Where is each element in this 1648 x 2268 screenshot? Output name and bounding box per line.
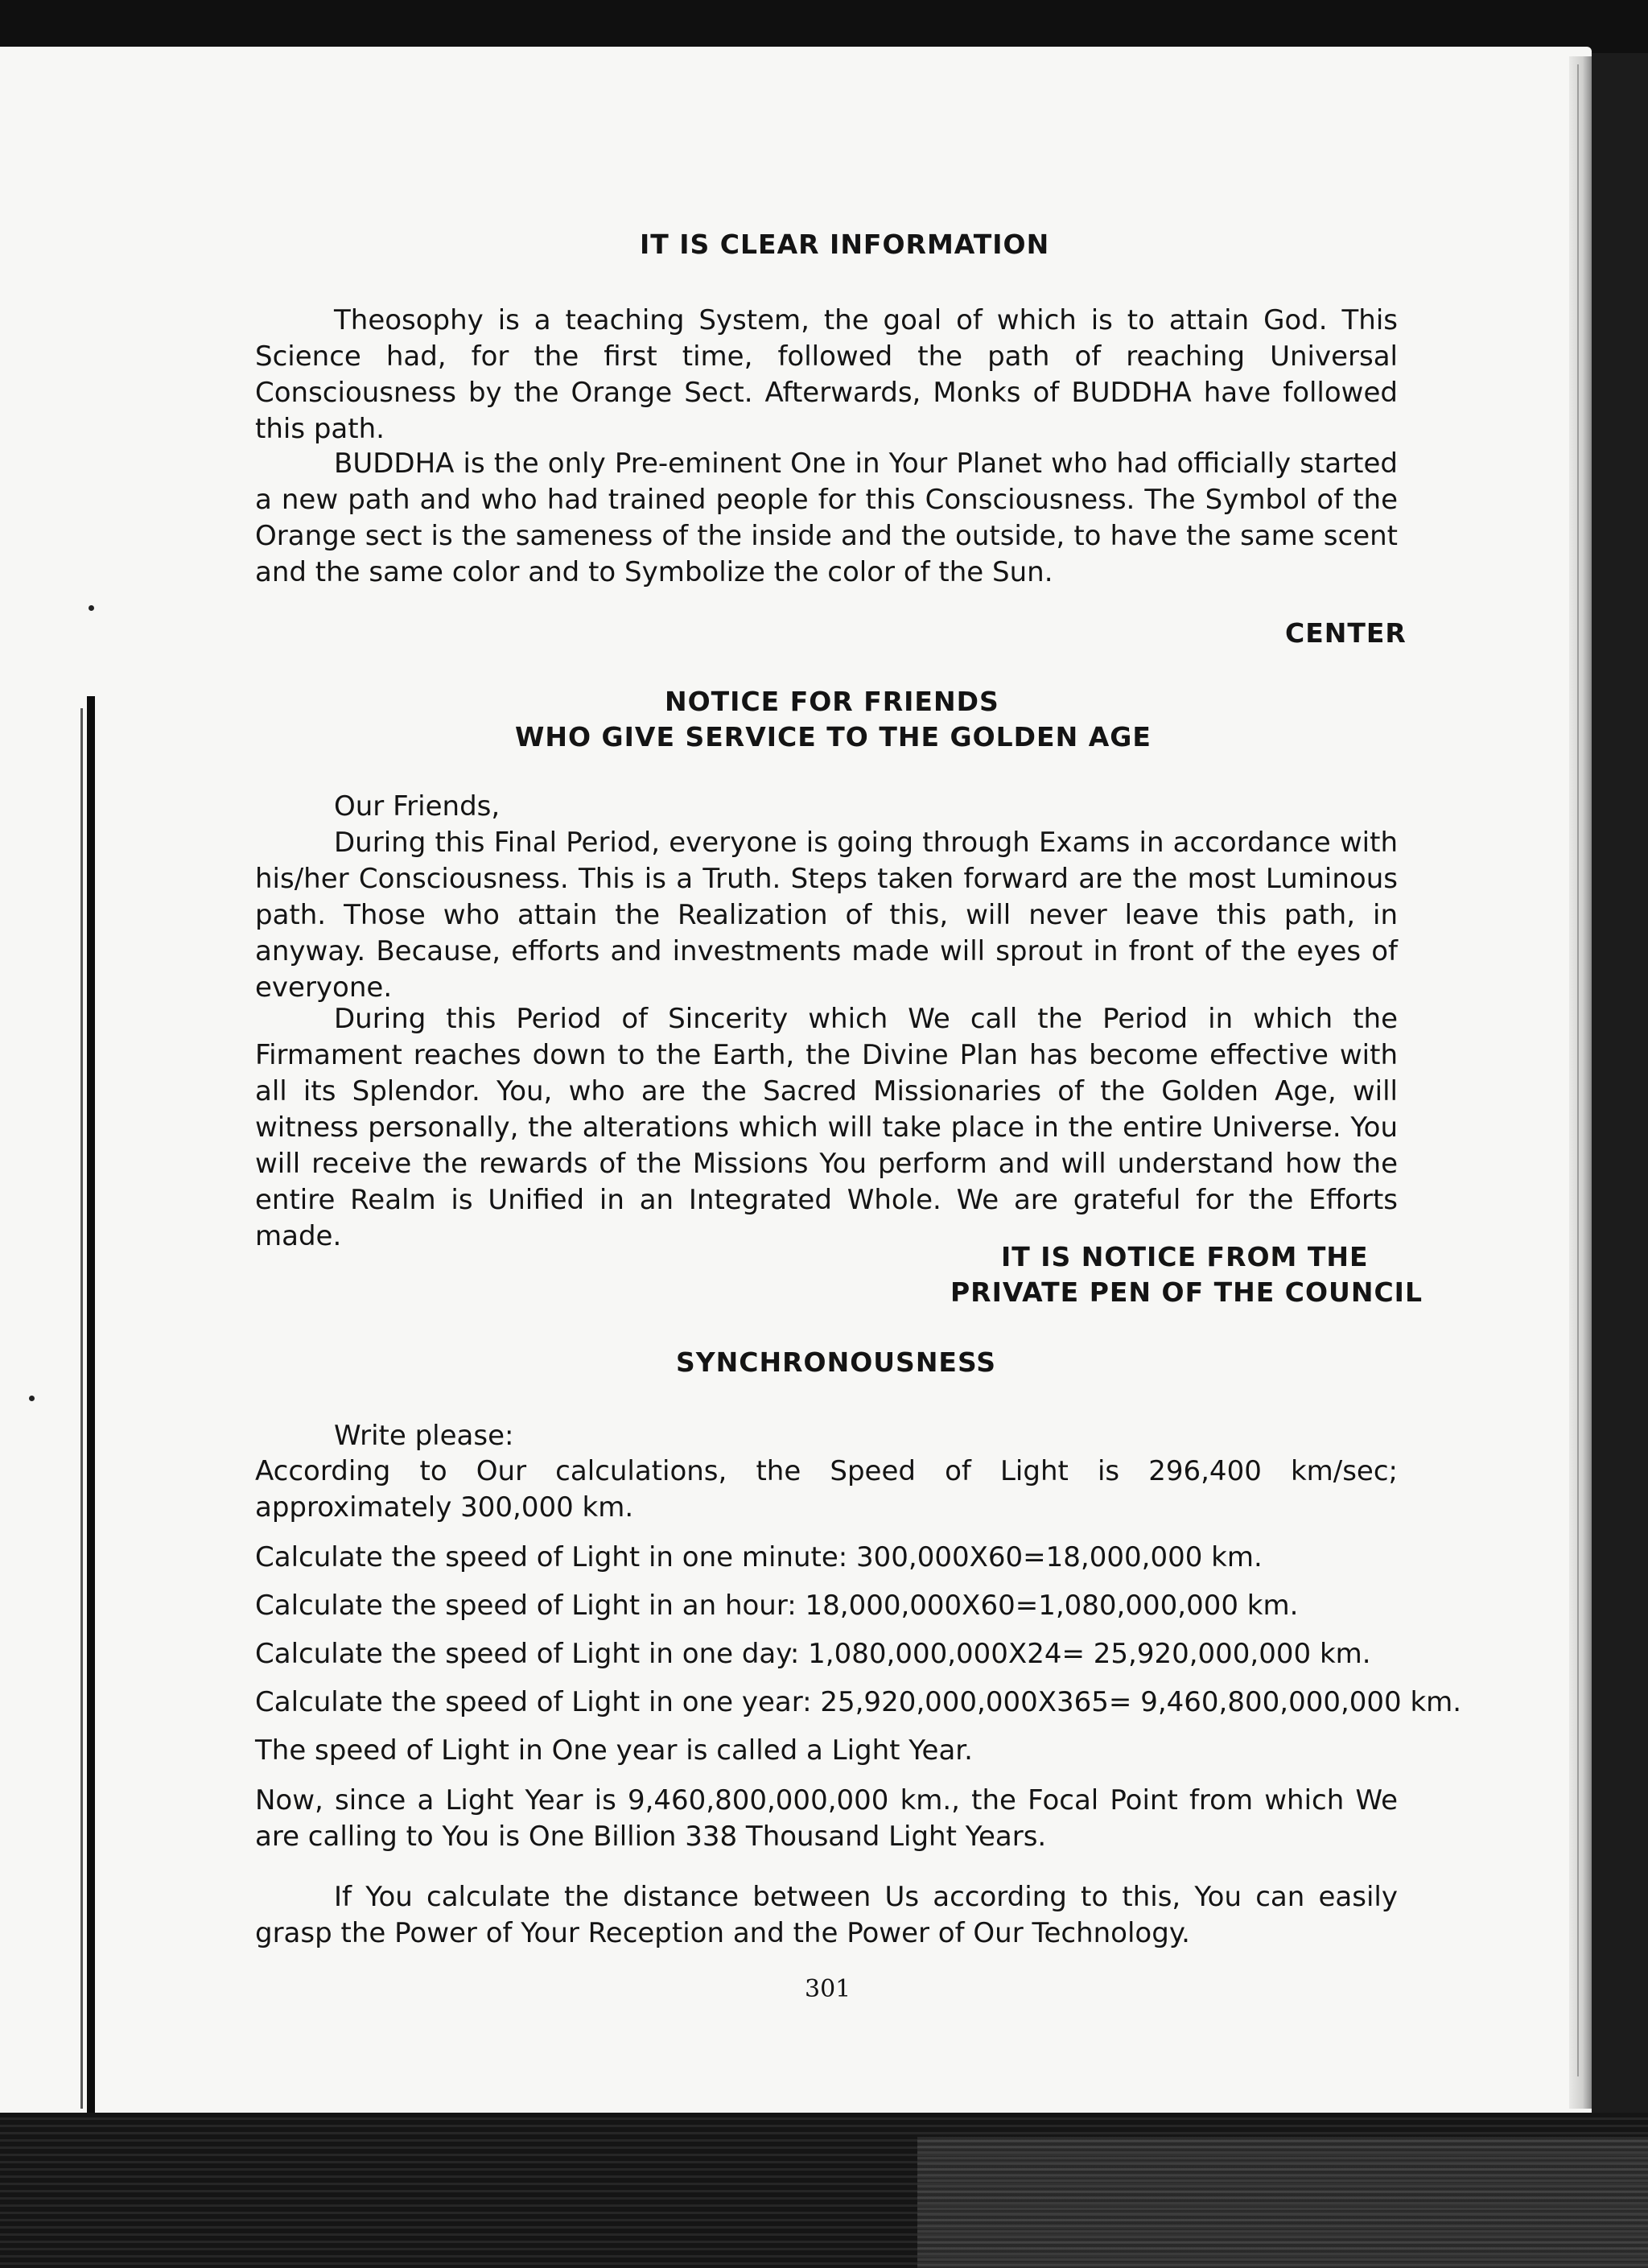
binding-edge-line — [80, 708, 83, 2109]
paragraph: During this Period of Sincerity which We call the Period in which the Firmament reaches down to the Earth, the Divine Plan has become effective with all its Splendor. You, who are the Sacred Missionaries of the Golden Age, will witness personally, the alterations which will take place in the entire Universe. You will receive the rewards of the Missions You perform and will understand how the entire Realm is Unified in an Integrated Whole. We are grateful for the Efforts made. — [255, 1003, 1398, 1252]
section-title: WHO GIVE SERVICE TO THE GOLDEN AGE — [515, 721, 1152, 753]
scan-top-border — [0, 0, 1648, 53]
calculation-line: Calculate the speed of Light in one year: 25,920,000,000X365= 9,460,800,000,000 km. — [255, 1686, 1462, 1718]
page-gutter-shadow — [1569, 56, 1592, 2109]
paragraph: Theosophy is a teaching System, the goal of which is to attain God. This Science had, for the first time, followed the path of reaching Universal Consciousness by the Orange Sect. Afterwards, Monks of BUDDHA have followed this path. — [255, 304, 1398, 445]
calculation-line: Calculate the speed of Light in one minute: 300,000X60=18,000,000 km. — [255, 1541, 1263, 1573]
paragraph: Now, since a Light Year is 9,460,800,000,000 km., the Focal Point from which We are calling to You is One Billion 338 Thousand Light Years. — [255, 1784, 1398, 1853]
section-title: IT IS CLEAR INFORMATION — [640, 229, 1050, 260]
paragraph: According to Our calculations, the Speed of Light is 296,400 km/sec; approximately 300,000 km. — [255, 1455, 1398, 1524]
scan-speck — [29, 1396, 35, 1401]
page-edge-line — [1577, 64, 1579, 2076]
section-title: NOTICE FOR FRIENDS — [665, 686, 999, 717]
paragraph: If You calculate the distance between Us according to this, You can easily grasp the Power of Your Reception and the Power of Our Technology. — [255, 1881, 1398, 1949]
intro-line: Write please: — [334, 1420, 514, 1452]
page-number: 301 — [805, 1975, 851, 2003]
signature: CENTER — [1285, 617, 1407, 649]
paragraph: During this Final Period, everyone is going through Exams in accordance with his/her Consciousness. This is a Truth. Steps taken forward are the most Luminous path. Those who attain the Realization of this, will never leave this path, in anyway. Because, efforts and investments made will sprout in front of the eyes of everyone. — [255, 827, 1398, 1004]
paragraph: BUDDHA is the only Pre-eminent One in Your Planet who had officially started a new path and who had trained people for this Consciousness. The Symbol of the Orange sect is the sameness of the inside and the outside, to have the same scent and the same color and to Symbolize the color of the Sun. — [255, 447, 1398, 588]
calculation-line: Calculate the speed of Light in one day: 1,080,000,000X24= 25,920,000,000 km. — [255, 1638, 1371, 1670]
scan-bottom-shadow — [917, 2137, 1648, 2268]
greeting: Our Friends, — [334, 790, 501, 823]
signature: IT IS NOTICE FROM THE — [1001, 1241, 1369, 1272]
scan-speck — [89, 605, 94, 611]
binding-edge — [87, 696, 95, 2113]
section-title: SYNCHRONOUSNESS — [676, 1346, 997, 1378]
definition-line: The speed of Light in One year is called a Light Year. — [255, 1734, 973, 1767]
calculation-line: Calculate the speed of Light in an hour: 18,000,000X60=1,080,000,000 km. — [255, 1590, 1299, 1622]
signature: PRIVATE PEN OF THE COUNCIL — [950, 1276, 1423, 1308]
